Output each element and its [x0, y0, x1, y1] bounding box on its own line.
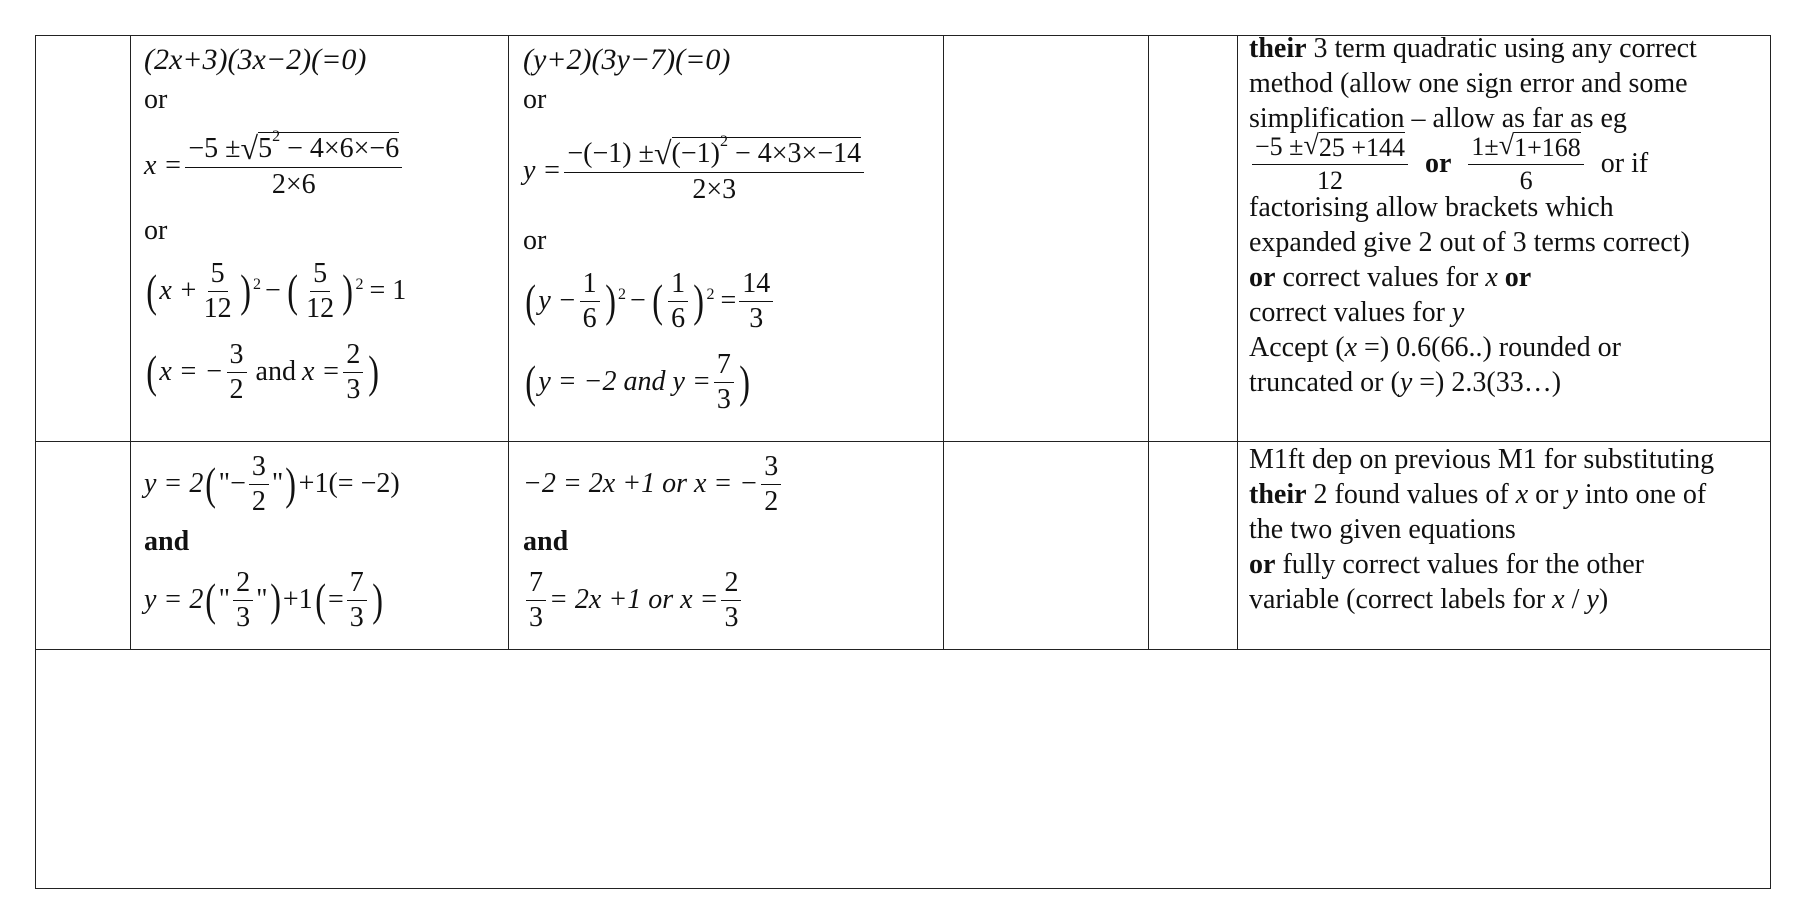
or-label: or — [144, 215, 168, 246]
x-from-y2: $\frac{7}{3}$ = 2x +1 or x = $\frac{2}{3}$ — [523, 560, 784, 640]
col-divider — [1237, 36, 1238, 649]
x-completing-square: ( x + $\frac{5}{12}$ ) 2 − ( $\frac{5}{12}$ ) 2 = 1 — [146, 258, 407, 324]
x-from-y1: −2 = 2x +1 or x = − $\frac{3}{2}$ — [523, 444, 784, 524]
working-y-row1 — [523, 38, 867, 421]
working-x-row1 — [144, 38, 406, 411]
example-fractions: −5 ± √ 25 +144 12 or 1± √ 1+168 6 or if — [1249, 136, 1769, 190]
x-solutions: ( x = − $\frac{3}{2}$ and x = $\frac{2}{3}$ ) — [146, 339, 380, 405]
y-factorised: (y+2)(3y−7)(=0) — [523, 43, 731, 76]
guidance-notes-row2: M1ft dep on previous M1 for substituting their 2 found values of x or y into one of the two given equations or fully correct values for the other variable (correct labels for x / y) — [1249, 444, 1715, 615]
col-divider — [1148, 36, 1149, 649]
y-from-x2: y = 2 ( " $\frac{2}{3}$ " ) +1 ( = $\frac{7}{3}$ ) — [144, 567, 383, 633]
col-divider — [943, 36, 944, 649]
mark-scheme-table — [35, 35, 1771, 889]
col-divider — [508, 36, 509, 649]
and-label: and — [523, 526, 569, 557]
y-quadratic-formula: y = −(−1) ± √ $(-1)^2 - 4\times 3\times-14$ 2×3 — [523, 118, 867, 223]
or-label: or — [523, 84, 547, 115]
y-solutions: ( y = −2 and y = $\frac{7}{3}$ ) — [525, 349, 750, 415]
and-label: and — [144, 526, 190, 557]
x-factorised: (2x+3)(3x−2)(=0) — [144, 43, 367, 76]
guidance-notes-row1: their 3 term quadratic using any correct method (allow one sign error and some simplification – allow as far as eg −5 ± √ 25 +144 12 or 1± √ 1+168 6 or if factorising allow brackets which expanded give 2 out of 3 terms correct) or correct values for x or correct values for y Accept (x =) 0.6(66..) rounded or truncated or (y =) 2.3(33…) — [1249, 31, 1769, 400]
substitution-y-row2 — [523, 444, 784, 640]
or-label: or — [144, 84, 168, 115]
col-divider — [130, 36, 131, 649]
y-from-x1: y = 2 ( "− $\frac{3}{2}$ " ) +1(= −2) — [144, 451, 400, 517]
substitution-x-row2 — [144, 444, 400, 640]
y-completing-square: ( y − $\frac{1}{6}$ ) 2 − ( $\frac{1}{6}$ ) 2 = $\frac{14}{3}$ — [523, 259, 867, 343]
empty-row — [36, 651, 1770, 888]
row-divider — [36, 649, 1770, 650]
or-label: or — [523, 225, 547, 256]
x-quadratic-formula: x = −5 ± √ $5^2 - 4\times 6\times-6$ 2×6 — [144, 118, 406, 213]
